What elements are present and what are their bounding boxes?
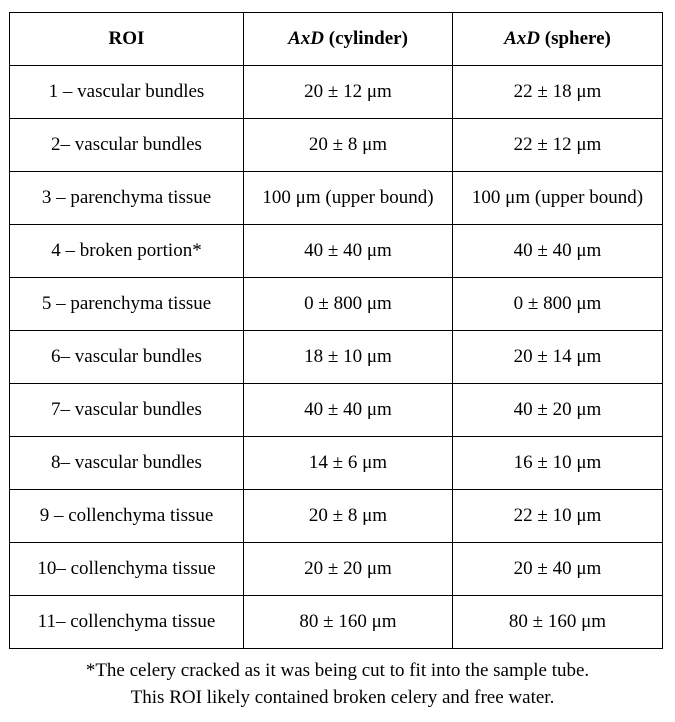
header-sphere-symbol: AxD: [504, 28, 540, 49]
cell-sphere: 20 ± 14 μm: [453, 331, 663, 384]
cell-sphere: 40 ± 20 μm: [453, 384, 663, 437]
cell-cylinder: 20 ± 8 μm: [244, 119, 453, 172]
table-row: [10, 66, 663, 119]
cell-roi: 1 – vascular bundles: [10, 66, 244, 119]
header-cylinder-symbol: AxD: [288, 28, 324, 49]
cell-roi: 9 – collenchyma tissue: [10, 490, 244, 543]
cell-sphere: 22 ± 12 μm: [453, 119, 663, 172]
footnote-line-1: *The celery cracked as it was being cut to fit into the sample tube.: [85, 660, 590, 681]
cell-sphere: 0 ± 800 μm: [453, 278, 663, 331]
table-row: [10, 384, 663, 437]
cell-roi: 2– vascular bundles: [10, 119, 244, 172]
table-footnote: [0, 657, 675, 711]
cell-roi: 4 – broken portion*: [10, 225, 244, 278]
cell-sphere: 16 ± 10 μm: [453, 437, 663, 490]
header-sphere-suffix: (sphere): [540, 28, 611, 49]
cell-sphere: 80 ± 160 μm: [453, 596, 663, 649]
cell-cylinder: 20 ± 20 μm: [244, 543, 453, 596]
cell-cylinder: 100 μm (upper bound): [244, 172, 453, 225]
cell-roi: 6– vascular bundles: [10, 331, 244, 384]
cell-cylinder: 80 ± 160 μm: [244, 596, 453, 649]
cell-sphere: 40 ± 40 μm: [453, 225, 663, 278]
table-row: [10, 119, 663, 172]
cell-sphere: 22 ± 10 μm: [453, 490, 663, 543]
cell-cylinder: 14 ± 6 μm: [244, 437, 453, 490]
table-row: [10, 278, 663, 331]
cell-cylinder: 0 ± 800 μm: [244, 278, 453, 331]
cell-cylinder: 40 ± 40 μm: [244, 225, 453, 278]
cell-roi: 11– collenchyma tissue: [10, 596, 244, 649]
cell-sphere: 20 ± 40 μm: [453, 543, 663, 596]
table-row: [10, 543, 663, 596]
table-row: [10, 331, 663, 384]
header-sphere: [453, 13, 663, 66]
header-cylinder-suffix: (cylinder): [324, 28, 408, 49]
table-row: [10, 172, 663, 225]
cell-sphere: 100 μm (upper bound): [453, 172, 663, 225]
cell-roi: 5 – parenchyma tissue: [10, 278, 244, 331]
cell-sphere: 22 ± 18 μm: [453, 66, 663, 119]
data-table-container: [9, 12, 662, 649]
cell-roi: 8– vascular bundles: [10, 437, 244, 490]
cell-cylinder: 18 ± 10 μm: [244, 331, 453, 384]
footnote-line-2: This ROI likely contained broken celery and free water.: [130, 687, 555, 708]
cell-cylinder: 40 ± 40 μm: [244, 384, 453, 437]
table-row: [10, 490, 663, 543]
table-row: [10, 596, 663, 649]
cell-roi: 3 – parenchyma tissue: [10, 172, 244, 225]
cell-roi: 7– vascular bundles: [10, 384, 244, 437]
cell-cylinder: 20 ± 12 μm: [244, 66, 453, 119]
table-row: [10, 437, 663, 490]
cell-roi: 10– collenchyma tissue: [10, 543, 244, 596]
table-header-row: [10, 13, 663, 66]
cell-cylinder: 20 ± 8 μm: [244, 490, 453, 543]
header-roi: ROI: [10, 13, 244, 66]
header-cylinder: [244, 13, 453, 66]
roi-table: [9, 12, 663, 649]
table-row: [10, 225, 663, 278]
